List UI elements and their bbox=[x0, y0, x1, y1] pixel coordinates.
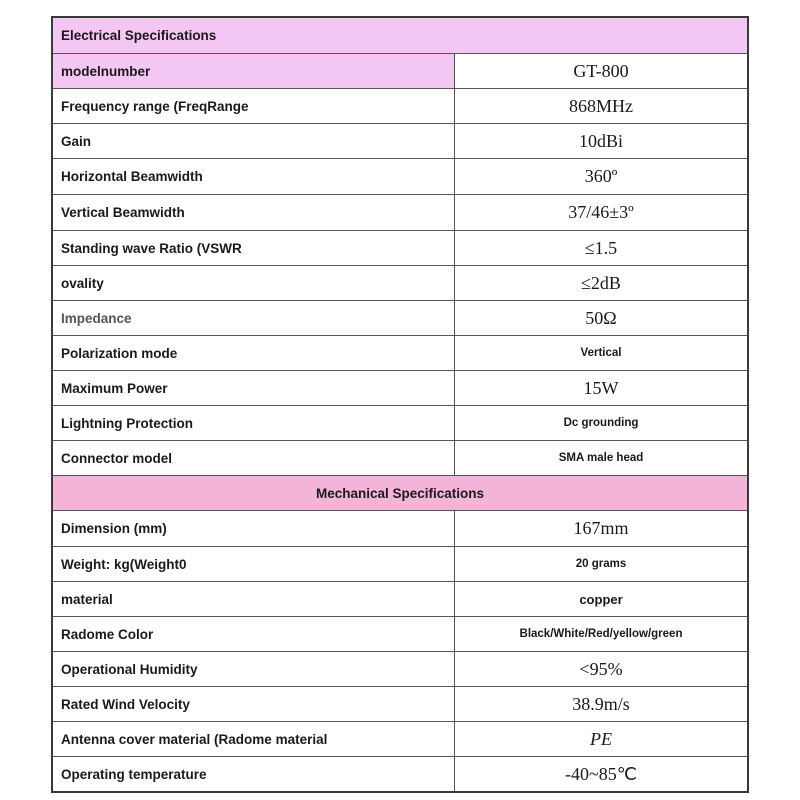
spec-row-gain bbox=[53, 124, 747, 159]
spec-row-material bbox=[53, 582, 747, 617]
spec-label: Radome Color bbox=[53, 617, 455, 651]
spec-value: 50Ω bbox=[585, 307, 617, 328]
spec-value: 167mm bbox=[573, 518, 629, 538]
spec-value: Black/White/Red/yellow/green bbox=[519, 628, 683, 640]
spec-label: Frequency range (FreqRange bbox=[53, 89, 455, 123]
spec-row-operating-temperature bbox=[53, 757, 747, 791]
spec-label: Operational Humidity bbox=[53, 652, 455, 686]
spec-row-polarization-mode bbox=[53, 336, 747, 371]
spec-row-frequency-range bbox=[53, 89, 747, 124]
mechanical-specifications-heading: Mechanical Specifications bbox=[53, 476, 747, 511]
spec-row-vertical-beamwidth bbox=[53, 195, 747, 231]
spec-label: Rated Wind Velocity bbox=[53, 687, 455, 721]
spec-value: 38.9m/s bbox=[572, 693, 630, 714]
spec-value: 360º bbox=[584, 166, 618, 186]
spec-row-operational-humidity bbox=[53, 652, 747, 687]
spec-label: Horizontal Beamwidth bbox=[53, 159, 455, 194]
spec-label: Vertical Beamwidth bbox=[53, 195, 455, 230]
spec-label: Gain bbox=[53, 124, 455, 158]
spec-value: Dc grounding bbox=[563, 417, 639, 429]
spec-value: 868MHz bbox=[569, 95, 633, 116]
spec-row-rated-wind-velocity bbox=[53, 687, 747, 722]
spec-label: Lightning Protection bbox=[53, 406, 455, 440]
spec-row-connector-model bbox=[53, 441, 747, 476]
spec-label: ovality bbox=[53, 266, 455, 300]
spec-value: PE bbox=[590, 728, 612, 749]
spec-row-lightning-protection bbox=[53, 406, 747, 441]
spec-table bbox=[51, 16, 749, 793]
spec-value: 15W bbox=[583, 377, 619, 398]
spec-label: Connector model bbox=[53, 441, 455, 475]
spec-value: 20 grams bbox=[575, 558, 627, 570]
spec-label: Antenna cover material (Radome material bbox=[53, 722, 455, 756]
spec-row-horizontal-beamwidth bbox=[53, 159, 747, 195]
spec-label: Polarization mode bbox=[53, 336, 455, 370]
spec-row-model-number bbox=[53, 54, 747, 89]
spec-label: Operating temperature bbox=[53, 757, 455, 791]
spec-value: ≤2dB bbox=[581, 272, 621, 293]
spec-row-vswr bbox=[53, 231, 747, 266]
spec-value: 10dBi bbox=[578, 130, 623, 151]
spec-label: Weight: kg(Weight0 bbox=[53, 547, 455, 581]
spec-label: Impedance bbox=[53, 301, 455, 335]
spec-value: Vertical bbox=[580, 347, 622, 359]
spec-row-weight bbox=[53, 547, 747, 582]
electrical-specifications-heading: Electrical Specifications bbox=[53, 18, 747, 54]
spec-row-maximum-power bbox=[53, 371, 747, 406]
spec-value: -40~85℃ bbox=[565, 763, 637, 784]
spec-label: modelnumber bbox=[53, 54, 455, 88]
spec-value: SMA male head bbox=[558, 452, 644, 464]
spec-value: copper bbox=[579, 591, 623, 607]
spec-row-ovality bbox=[53, 266, 747, 301]
spec-row-impedance bbox=[53, 301, 747, 336]
spec-row-radome-material bbox=[53, 722, 747, 757]
spec-label: material bbox=[53, 582, 455, 616]
spec-label: Maximum Power bbox=[53, 371, 455, 405]
spec-row-radome-color bbox=[53, 617, 747, 652]
spec-label: Standing wave Ratio (VSWR bbox=[53, 231, 455, 265]
spec-row-dimension bbox=[53, 511, 747, 547]
spec-value: 37/46±3º bbox=[568, 202, 634, 222]
spec-label: Dimension (mm) bbox=[53, 511, 455, 546]
spec-value: GT-800 bbox=[455, 54, 747, 88]
spec-value: <95% bbox=[579, 658, 623, 679]
spec-value: ≤1.5 bbox=[584, 237, 618, 258]
